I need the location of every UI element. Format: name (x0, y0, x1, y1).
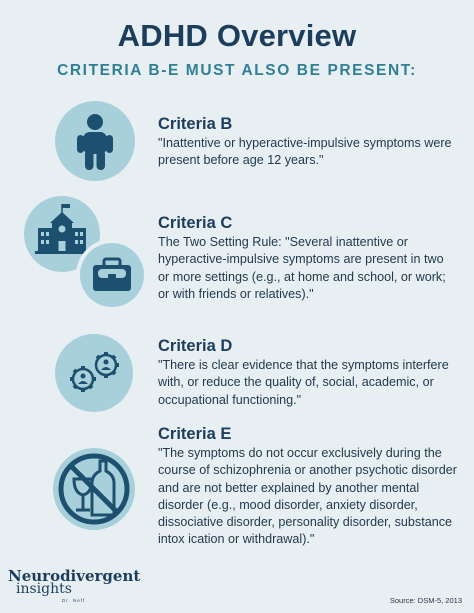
gears-people-icon (54, 333, 134, 418)
criteria-e-body: "The symptoms do not occur exclusively during the course of schizophrenia or another psychotic disorder and are not better explained by another mental disorder (e.g., mood disorder, anxiety disorder, dissociative disorder, personality disorder, substance intox ication or withdrawal)." (158, 446, 457, 547)
criteria-b-body: "Inattentive or hyperactive-impulsive symptoms were present before age 12 years." (158, 136, 452, 168)
page-title: ADHD Overview (117, 18, 357, 53)
criteria-d-section (158, 336, 458, 409)
logo-author: Dr. Neff (62, 598, 86, 603)
no-alcohol-icon (52, 447, 136, 536)
criteria-b-section (158, 114, 458, 170)
criteria-c-body: The Two Setting Rule: "Several inattentive or hyperactive-impulsive symptoms are present in two or more settings (e.g., at home and school, or work; or with friends or relatives)." (158, 235, 446, 301)
source-citation: Source: DSM-5, 2013 (389, 596, 462, 605)
criteria-d-title: Criteria D (158, 337, 233, 355)
school-briefcase-icon (22, 196, 152, 319)
logo-insights: insights (16, 581, 72, 597)
logo-neurodivergent: Neurodivergent (8, 567, 141, 585)
criteria-d-body: "There is clear evidence that the symptoms interfere with, or reduce the quality of, social, academic, or occupational functioning." (158, 358, 449, 407)
criteria-e-title: Criteria E (158, 425, 232, 443)
criteria-b-title: Criteria B (158, 115, 233, 133)
criteria-c-section (158, 213, 458, 303)
criteria-c-title: Criteria C (158, 214, 233, 232)
child-icon (54, 100, 136, 187)
page-subtitle: CRITERIA B-E MUST ALSO BE PRESENT: (57, 62, 417, 79)
criteria-e-section (158, 424, 458, 549)
